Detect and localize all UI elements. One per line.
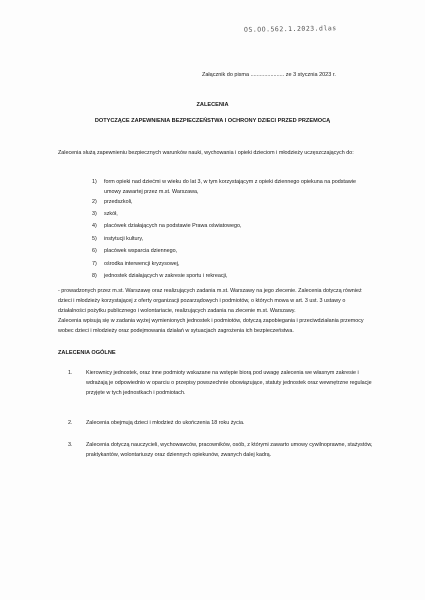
list-text: ośrodka interwencji kryzysowej, bbox=[104, 261, 180, 267]
list-number: 1. bbox=[68, 370, 73, 376]
list-text: placówek działających na podstawie Prawa oświatowego, bbox=[104, 223, 242, 229]
general-recommendations-heading: ZALECENIA OGÓLNE bbox=[58, 350, 116, 356]
list-text: Zalecenia dotyczą nauczycieli, wychowawców, pracowników, osób, z którymi zawarto umowy cywilnoprawne, stażystów, praktykantów, wolontariuszy oraz dziennych opiekunów, zwanych dalej kadrą. bbox=[86, 442, 373, 458]
handwritten-reference: OS.OO.562.1.2023.dlas bbox=[243, 24, 337, 34]
list-text: przedszkoli, bbox=[104, 199, 133, 205]
list-number: 4) bbox=[92, 223, 97, 229]
list-text: szkół, bbox=[104, 211, 118, 217]
list-number: 5) bbox=[92, 236, 97, 242]
attachment-line: Załącznik do pisma ...................... ze 3 stycznia 2023 r. bbox=[202, 72, 336, 78]
list-number: 8) bbox=[92, 273, 97, 279]
list-text: placówek wsparcia dziennego, bbox=[104, 248, 178, 254]
list-number: 2) bbox=[92, 199, 97, 205]
list-text: Zalecenia obejmują dzieci i młodzież do ukończenia 18 roku życia. bbox=[86, 420, 245, 426]
list-text: jednostek działających w zakresie sportu i rekreacji, bbox=[104, 273, 228, 279]
document-title: ZALECENIA bbox=[196, 102, 229, 108]
list-text: instytucji kultury, bbox=[104, 236, 144, 242]
list-number: 6) bbox=[92, 248, 97, 254]
list-text: form opieki nad dziećmi w wieku do lat 3, w tym korzystającym z opieki dziennego opiekuna na podstawie umowy zawartej przez m.st. Warszawa, bbox=[104, 179, 356, 195]
document-subtitle: DOTYCZĄCE ZAPEWNIENIA BEZPIECZEŃSTWA I OCHRONY DZIECI PRZED PRZEMOCĄ bbox=[94, 118, 331, 124]
list-number: 3) bbox=[92, 211, 97, 217]
list-text: Kierownicy jednostek, oraz inne podmioty wskazane na wstępie biorą pod uwagę zalecenia we własnym zakresie i wdrażają je odpowiednio w oparciu o przepisy powszechnie obowiązujące, statuty jednostek oraz wewnętrzne regulacje przyjęte w tych jednostkach i podmiotach. bbox=[86, 370, 372, 396]
list-number: 2. bbox=[68, 420, 73, 426]
scope-paragraph: - prowadzonych przez m.st. Warszawę oraz realizujących zadania m.st. Warszawy na jego zlecenie. Zalecenia dotyczą również dzieci i młodzieży korzystającej z oferty organizacji pozarządowych i podmiotów, o których mowa w art. 3 ust. 3 ustawy o działalności pożytku publicznego i wolontariacie, realizujących zadania na zlecenie m.st. Warszawy. bbox=[58, 288, 362, 314]
purpose-paragraph: Zalecenia wpisują się w zadania wyżej wymienionych jednostek i podmiotów, dotyczą zapobiegania i przeciwdziałania przemocy wobec dzieci i młodzieży oraz podejmowania działań w sytuacjach zagrożenia ich bezpieczeństwa. bbox=[58, 318, 364, 334]
list-number: 3. bbox=[68, 442, 73, 448]
list-number: 1) bbox=[92, 179, 97, 185]
intro-paragraph: Zalecenia służą zapewnieniu bezpiecznych warunków nauki, wychowania i opieki dzieciom i młodzieży uczęszczających do: bbox=[58, 150, 354, 156]
list-number: 7) bbox=[92, 261, 97, 267]
